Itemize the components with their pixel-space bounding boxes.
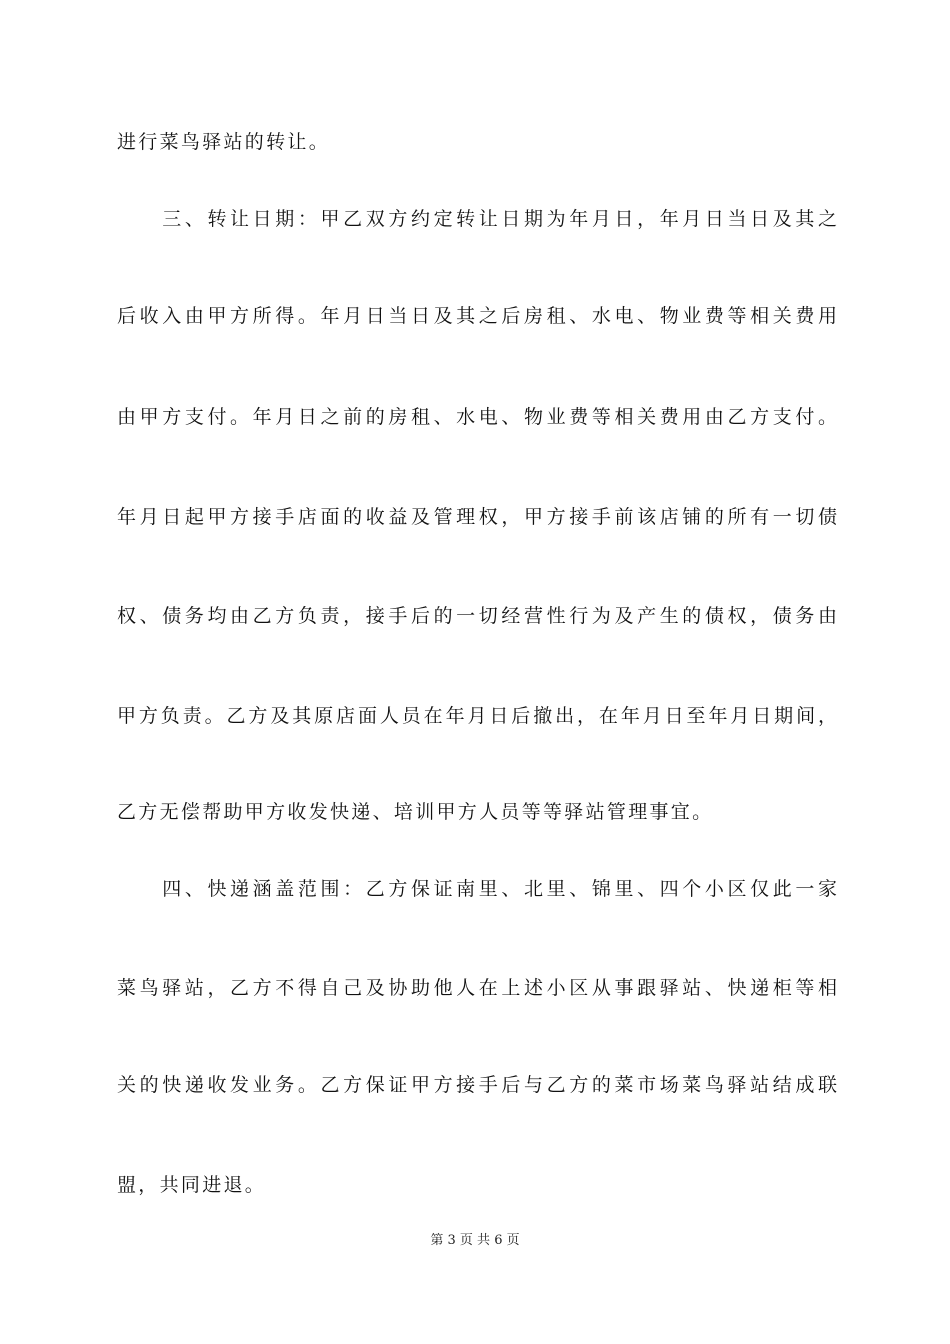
text-line: 关的快递收发业务。乙方保证甲方接手后与乙方的菜市场菜鸟驿站结成联 — [117, 1074, 837, 1096]
text-line: 由甲方支付。年月日之前的房租、水电、物业费等相关费用由乙方支付。 — [117, 406, 837, 428]
text-line: 四、快递涵盖范围：乙方保证南里、北里、锦里、四个小区仅此一家 — [117, 878, 837, 900]
page-number: 第 3 页 共 6 页 — [430, 1233, 520, 1248]
text-line: 权、债务均由乙方负责，接手后的一切经营性行为及产生的债权，债务由 — [117, 605, 837, 627]
text-line: 年月日起甲方接手店面的收益及管理权，甲方接手前该店铺的所有一切债 — [117, 506, 837, 528]
text-line: 盟，共同进退。 — [117, 1174, 267, 1196]
text-line: 乙方无偿帮助甲方收发快递、培训甲方人员等等驿站管理事宜。 — [117, 801, 714, 823]
text-line: 甲方负责。乙方及其原店面人员在年月日后撤出，在年月日至年月日期间， — [117, 705, 837, 727]
text-line: 后收入由甲方所得。年月日当日及其之后房租、水电、物业费等相关费用 — [117, 305, 837, 327]
text-line: 菜鸟驿站，乙方不得自己及协助他人在上述小区从事跟驿站、快递柜等相 — [117, 977, 837, 999]
text-line: 三、转让日期：甲乙双方约定转让日期为年月日，年月日当日及其之 — [117, 208, 837, 230]
text-line: 进行菜鸟驿站的转让。 — [117, 131, 331, 153]
